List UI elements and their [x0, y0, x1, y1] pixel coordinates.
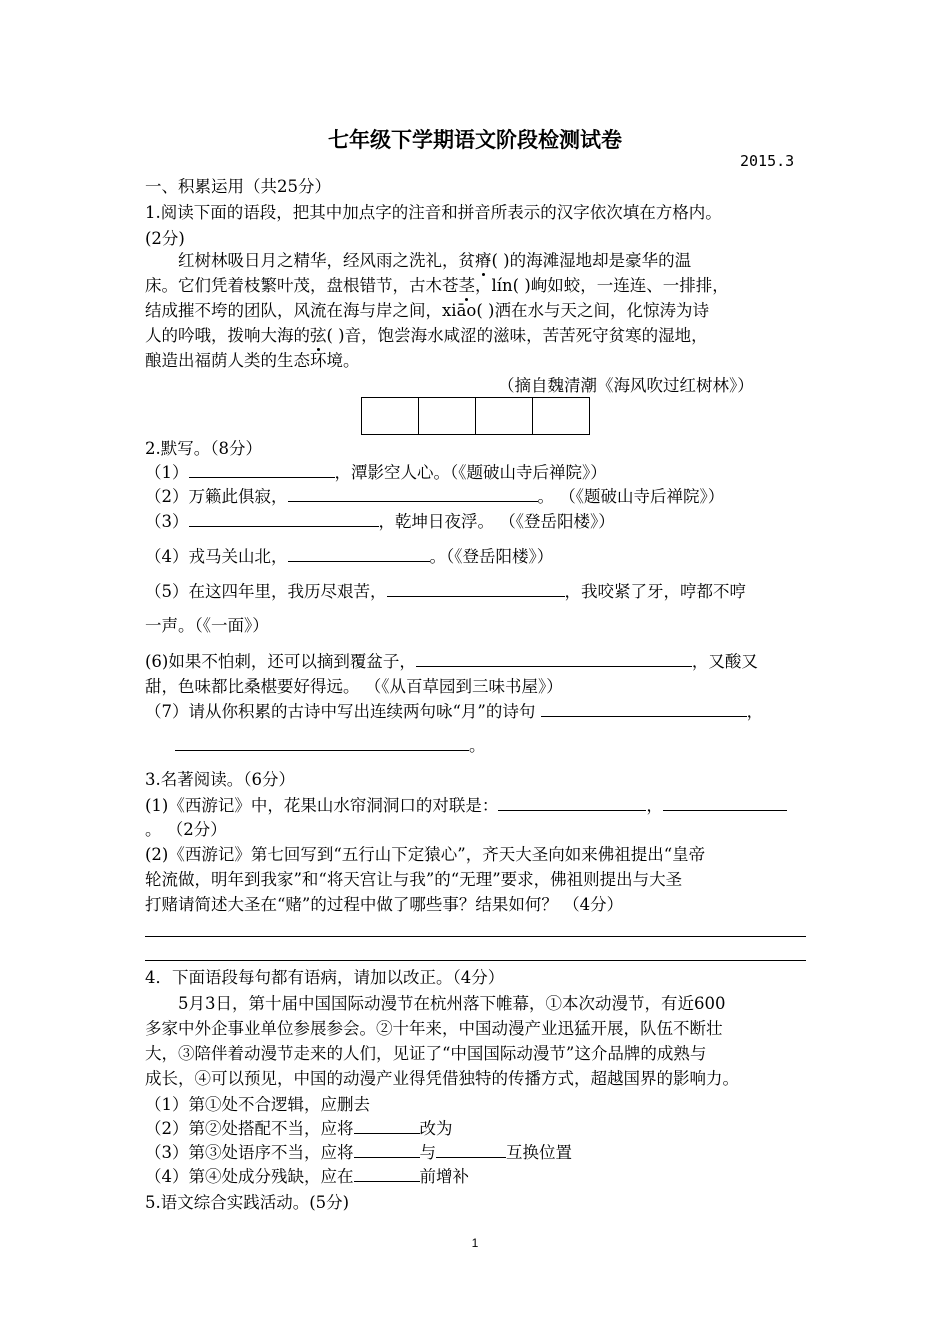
answer-blank[interactable] — [387, 582, 565, 597]
q1-source: （摘自魏清潮《海风吹过红树林》） — [498, 376, 754, 395]
answer-box[interactable] — [532, 397, 590, 435]
q1-passage-line: 人的吟哦，拨响大海的弦( )音，饱尝海水咸涩的滋味，苦苦死守贫寒的湿地， — [145, 326, 708, 345]
answer-blank[interactable] — [175, 736, 469, 751]
q2-item-cont: 。 — [175, 736, 486, 756]
section-heading: 一、积累运用（共25分） — [145, 177, 331, 196]
q2-item: （7）请从你积累的古诗中写出连续两句咏“月”的诗句 ， — [145, 702, 764, 721]
answer-blank[interactable] — [354, 1143, 420, 1158]
answer-blank[interactable] — [288, 547, 430, 562]
answer-box[interactable] — [418, 397, 476, 435]
answer-blank[interactable] — [189, 463, 335, 478]
q3-item-cont: 。 （2分） — [145, 820, 227, 839]
answer-line[interactable] — [145, 960, 806, 961]
q3-item: 轮流做，明年到我家”和“将天宫让与我”的“无理”要求，佛祖则提出与大圣 — [145, 870, 683, 889]
q4-answer: （2）第②处搭配不当，应将 改为 — [145, 1119, 453, 1138]
answer-blank[interactable] — [288, 487, 538, 502]
q1-prompt: 1.阅读下面的语段，把其中加点字的注音和拼音所表示的汉字依次填在方格内。 — [145, 203, 722, 222]
dotted-char: 弦 — [310, 326, 327, 345]
q1-passage-line: 酿造出福荫人类的生态环境。 — [145, 351, 360, 370]
q1-passage-line: 红树林吸日月之精华，经风雨之洗礼，贫瘠( )的海滩湿地却是豪华的温 — [178, 251, 692, 270]
dotted-char: 瘠 — [475, 251, 492, 270]
q2-item-cont: 甜，色味都比桑椹要好得远。 （《从百草园到三味书屋》） — [145, 677, 563, 696]
q2-item: (6)如果不怕刺，还可以摘到覆盆子， ，又酸又 — [145, 652, 758, 671]
answer-blank[interactable] — [354, 1167, 420, 1182]
answer-blank[interactable] — [663, 796, 787, 811]
q2-item-cont: 一声。（《一面》） — [145, 616, 269, 635]
q4-answer: （1）第①处不合逻辑，应删去 — [145, 1095, 370, 1114]
answer-blank[interactable] — [354, 1119, 420, 1134]
q1-passage-line: 结成摧不垮的团队，风流在海与岸之间，xiāo( )洒在水与天之间，化惊涛为诗 — [145, 301, 709, 320]
exam-date: 2015.3 — [740, 152, 795, 170]
q4-passage-line: 5月3日，第十届中国国际动漫节在杭州落下帷幕，①本次动漫节，有近600 — [178, 994, 726, 1013]
q2-item: （3） ，乾坤日夜浮。 （《登岳阳楼》） — [145, 512, 615, 531]
q3-item: 打赌请简述大圣在“赌”的过程中做了哪些事？结果如何？ （4分） — [145, 895, 624, 914]
q4-answer: （4）第④处成分残缺，应在 前增补 — [145, 1167, 469, 1186]
q3-item: (2)《西游记》第七回写到“五行山下定猿心”，齐天大圣向如来佛祖提出“皇帝 — [145, 845, 706, 864]
q2-heading: 2.默写。（8分） — [145, 439, 262, 458]
answer-line[interactable] — [145, 936, 806, 937]
q3-item: (1)《西游记》中，花果山水帘洞洞口的对联是： ， — [145, 796, 787, 816]
q5-heading: 5.语文综合实践活动。(5分) — [145, 1193, 350, 1212]
answer-blank[interactable] — [436, 1143, 506, 1158]
answer-boxes[interactable] — [362, 397, 590, 435]
dotted-char: 茎 — [458, 276, 475, 295]
answer-blank[interactable] — [416, 652, 692, 667]
answer-box[interactable] — [361, 397, 419, 435]
answer-blank[interactable] — [189, 512, 379, 527]
answer-blank[interactable] — [498, 796, 646, 811]
q4-heading: 4．下面语段每句都有语病，请加以改正。（4分） — [145, 968, 505, 987]
q1-passage-line: 床。它们凭着枝繁叶茂，盘根错节，古木苍茎，lín( )峋如蛟，一连连、一排排， — [145, 276, 729, 295]
answer-blank[interactable] — [541, 702, 747, 717]
q2-item: （1） ，潭影空人心。（《题破山寺后禅院》） — [145, 463, 607, 482]
answer-box[interactable] — [475, 397, 533, 435]
q3-heading: 3.名著阅读。（6分） — [145, 770, 295, 789]
q2-item: （2）万籁此俱寂， 。 （《题破山寺后禅院》） — [145, 487, 725, 506]
page-number: 1 — [471, 1236, 479, 1250]
page-title: 七年级下学期语文阶段检测试卷 — [328, 127, 622, 152]
q2-item: （4）戎马关山北， 。（《登岳阳楼》） — [145, 547, 554, 566]
q4-passage-line: 大，③陪伴着动漫节走来的人们，见证了“中国国际动漫节”这介品牌的成熟与 — [145, 1044, 707, 1063]
q4-passage-line: 多家中外企事业单位参展参会。②十年来，中国动漫产业迅猛开展，队伍不断壮 — [145, 1019, 723, 1038]
q4-answer: （3）第③处语序不当，应将 与 互换位置 — [145, 1143, 572, 1162]
q4-passage-line: 成长，④可以预见，中国的动漫产业得凭借独特的传播方式，超越国界的影响力。 — [145, 1069, 739, 1088]
q2-item: （5）在这四年里，我历尽艰苦， ，我咬紧了牙，哼都不哼 — [145, 582, 746, 601]
q1-score: (2分) — [145, 229, 185, 248]
